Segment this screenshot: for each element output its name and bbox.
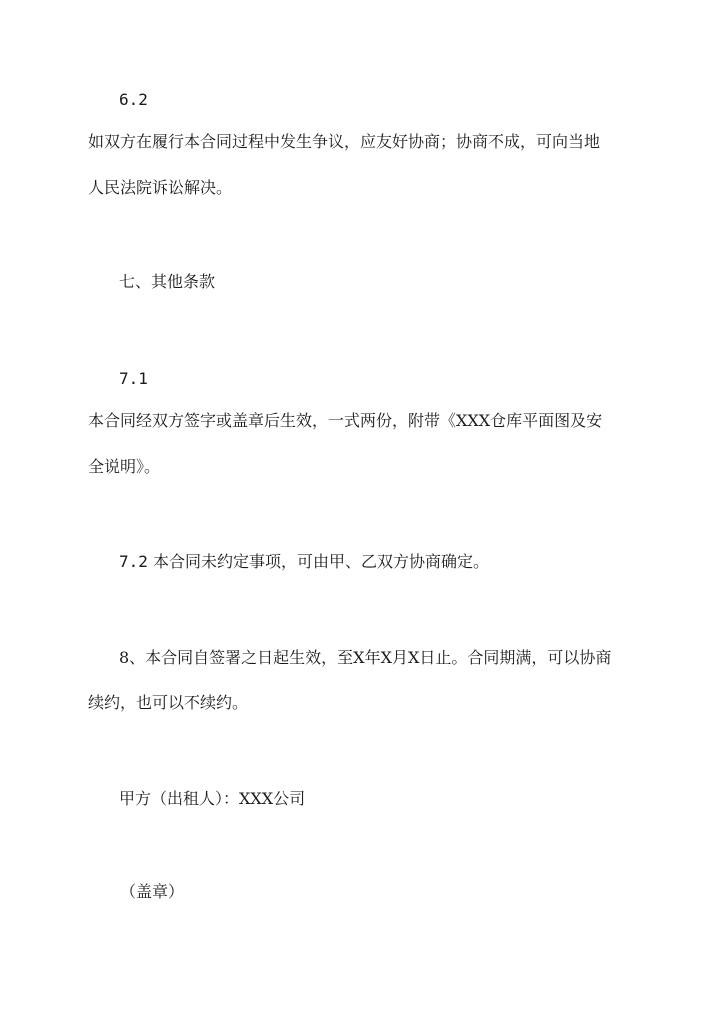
party-a-label: 甲方（出租人）：XXX公司 [119,789,306,808]
seal-label: （盖章） [120,882,185,901]
clause-number-7-2: 7.2 [119,552,148,571]
clause-8-text-line-2: 续约，也可以不续约。 [88,693,249,712]
clause-number-7-1: 7.1 [119,369,148,388]
clause-7-2 [119,552,489,572]
clause-7-1-text-line-1: 本合同经双方签字或盖章后生效，一式两份，附带《XXX仓库平面图及安 [88,411,603,430]
section-7-heading: 七、其他条款 [119,272,216,291]
clause-8-text-line-1: 8、本合同自签署之日起生效，至X年X月X日止。合同期满，可以协商 [119,648,612,667]
clause-number-6-2: 6.2 [119,90,148,109]
clause-7-2-text: 本合同未约定事项，可由甲、乙双方协商确定。 [153,552,490,571]
clause-7-1-text-line-2: 全说明》。 [88,457,161,476]
clause-6-2-text-line-2: 人民法院诉讼解决。 [88,178,233,197]
clause-6-2-text-line-1: 如双方在履行本合同过程中发生争议，应友好协商；协商不成，可向当地 [88,132,601,151]
